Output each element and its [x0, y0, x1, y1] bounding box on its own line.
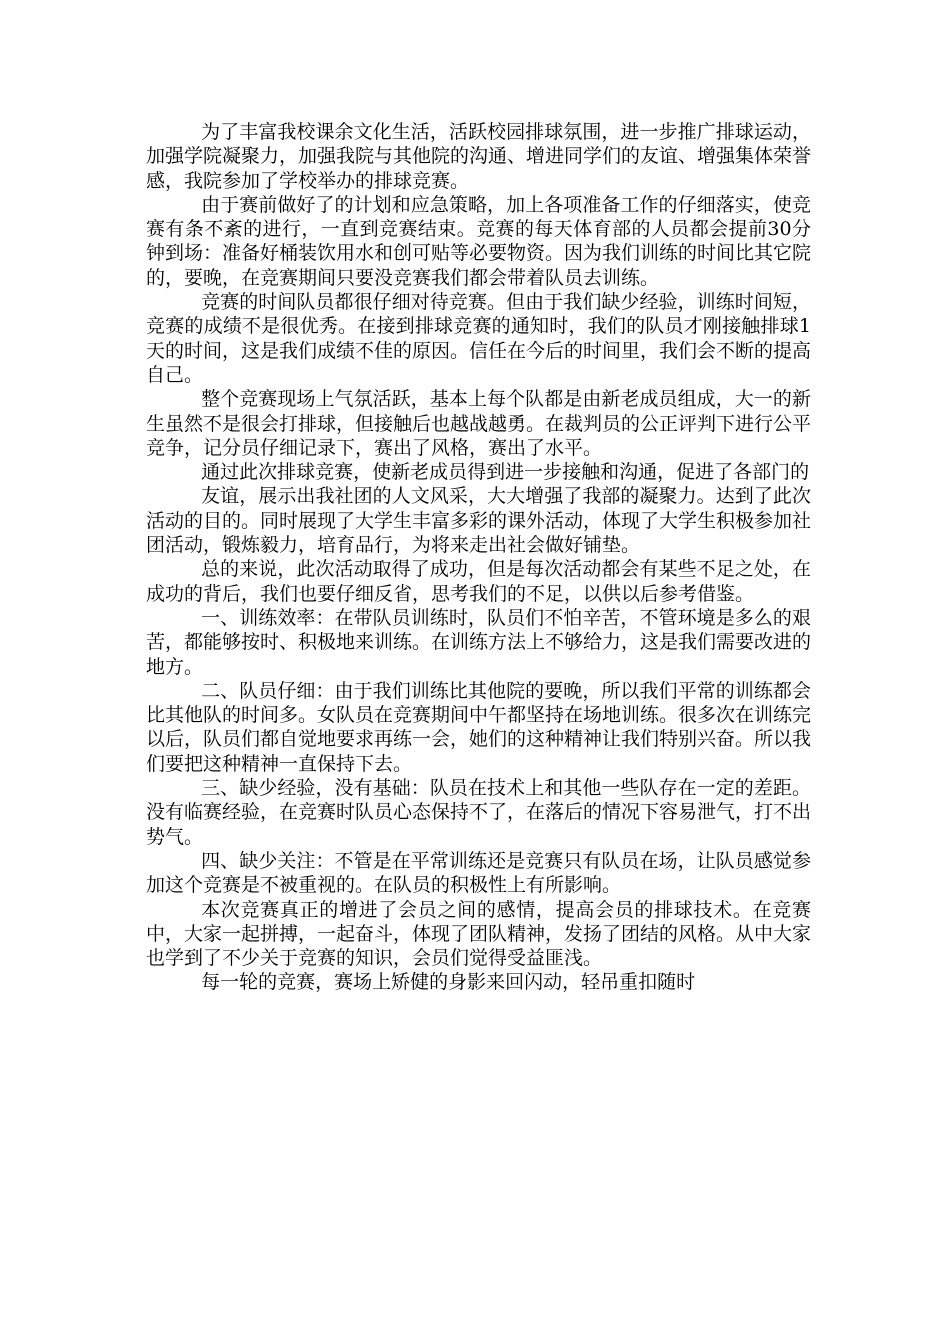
paragraph-point-4: 四、缺少关注：不管是在平常训练还是竞赛只有队员在场，让队员感觉参加这个竞赛是不被重视的。在队员的积极性上有所影响。 [146, 849, 811, 897]
document-body [146, 120, 811, 995]
paragraph-intro: 为了丰富我校课余文化生活，活跃校园排球氛围，进一步推广排球运动，加强学院凝聚力，加强我院与其他院的沟通、增进同学们的友谊、增强集体荣誉感，我院参加了学校举办的排球竞赛。 [146, 121, 812, 192]
paragraph-communication: 通过此次排球竞赛，使新老成员得到进一步接触和沟通，促进了各部门的 [201, 461, 810, 484]
paragraph-preparation: 由于赛前做好了的计划和应急策略，加上各项准备工作的仔细落实，使竞赛有条不紊的进行，一直到竞赛结束。竞赛的每天体育部的人员都会提前30分钟到场：准备好桶装饮用水和创可贴等必要物资。因为我们训练的时间比其它院的，要晚，在竞赛期间只要没竞赛我们都会带着队员去训练。 [146, 193, 812, 289]
paragraph-point-2: 二、队员仔细：由于我们训练比其他院的要晚，所以我们平常的训练都会比其他队的时间多。女队员在竞赛期间中午都坚持在场地训练。很多次在训练完以后，队员们都自觉地要求再练一会，她们的这种精神让我们特别兴奋。所以我们要把这种精神一直保持下去。 [146, 679, 812, 775]
paragraph-point-3: 三、缺少经验，没有基础：队员在技术上和其他一些队存在一定的差距。没有临赛经验，在竞赛时队员心态保持不了，在落后的情况下容易泄气，打不出势气。 [146, 777, 812, 848]
paragraph-each-round: 每一轮的竞赛，赛场上矫健的身影来回闪动，轻吊重扣随时 [201, 971, 696, 994]
paragraph-benefits: 本次竞赛真正的增进了会员之间的感情，提高会员的排球技术。在竞赛中，大家一起拼搏，一起奋斗，体现了团队精神，发扬了团结的风格。从中大家也学到了不少关于竞赛的知识，会员们觉得受益匪浅。 [146, 898, 812, 970]
paragraph-results: 竞赛的时间队员都很仔细对待竞赛。但由于我们缺少经验，训练时间短，竞赛的成绩不是很优秀。在接到排球竞赛的通知时，我们的队员才刚接触排球1天的时间，这是我们成绩不佳的原因。信任在今后的时间里，我们会不断的提高自己。 [146, 291, 812, 386]
paragraph-atmosphere: 整个竞赛现场上气氛活跃，基本上每个队都是由新老成员组成，大一的新生虽然不是很会打排球，但接触后也越战越勇。在裁判员的公正评判下进行公平竞争，记分员仔细记录下，赛出了风格，赛出了水平。 [146, 388, 812, 459]
paragraph-friendship: 友谊，展示出我社团的人文风采，大大增强了我部的凝聚力。达到了此次活动的目的。同时展现了大学生丰富多彩的课外活动，体现了大学生积极参加社团活动，锻炼毅力，培育品行，为将来走出社会做好铺垫。 [146, 485, 812, 557]
paragraph-point-1: 一、训练效率：在带队员训练时，队员们不怕辛苦，不管环境是多么的艰苦，都能够按时、积极地来训练。在训练方法上不够给力，这是我们需要改进的地方。 [146, 606, 812, 678]
paragraph-summary: 总的来说，此次活动取得了成功，但是每次活动都会有某些不足之处，在成功的背后，我们也要仔细反省，思考我们的不足，以供以后参考借鉴。 [146, 558, 811, 605]
